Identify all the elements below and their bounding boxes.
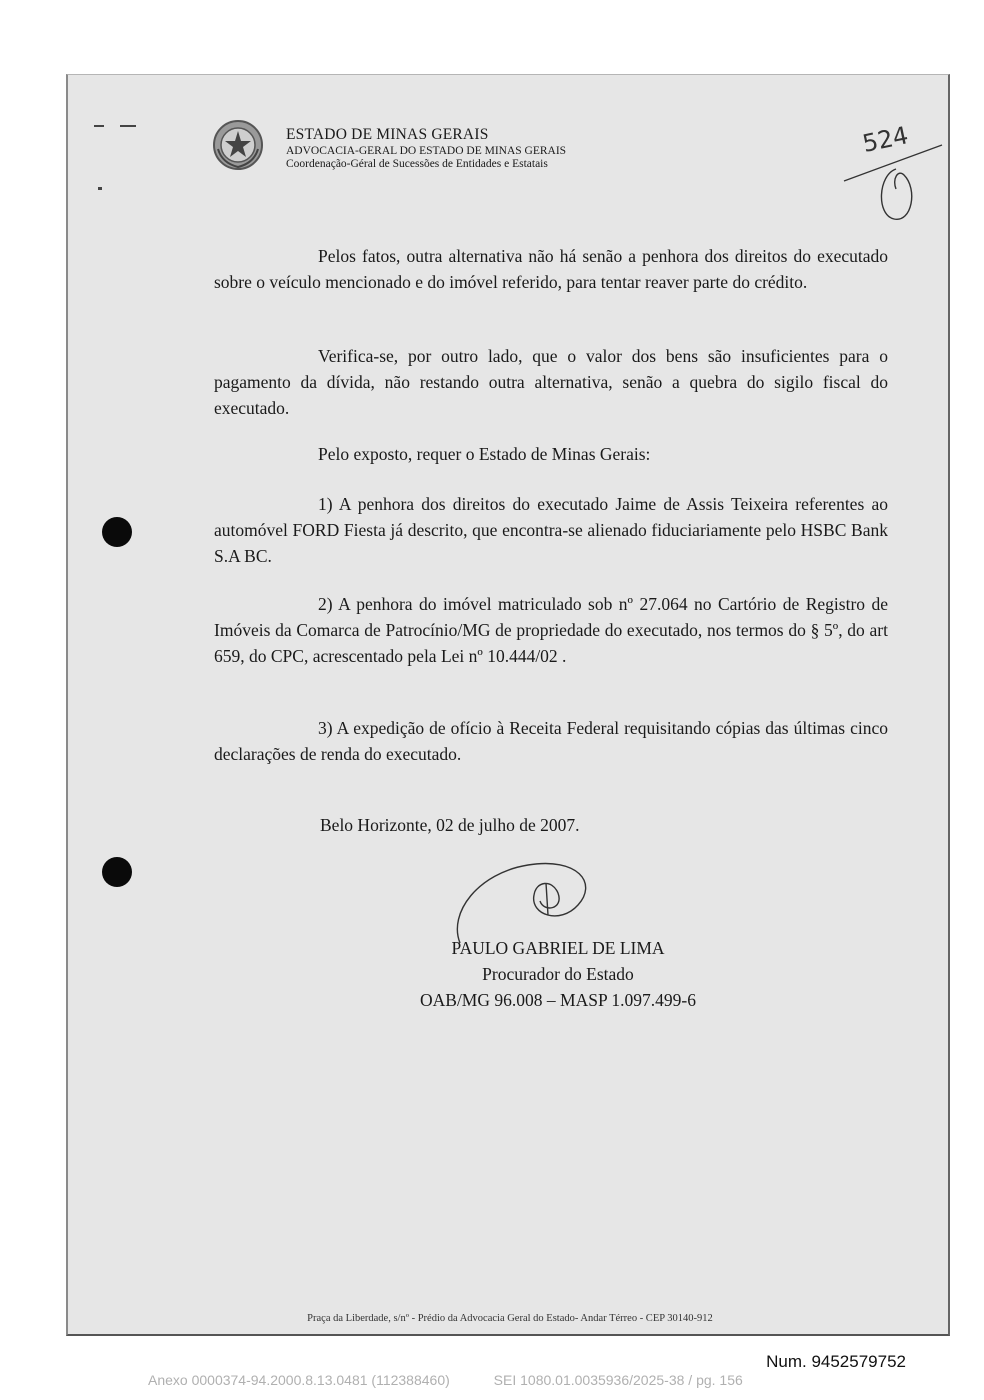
- paragraph-facts: Pelos fatos, outra alternativa não há senão a penhora dos direitos do executado sobre o veículo mencionado e do imóvel referido, para tentar reaver parte do crédito.: [214, 246, 888, 292]
- annex-reference: [148, 1372, 743, 1388]
- request-item-3: 3) A expedição de ofício à Receita Federal requisitando cópias das últimas cinco declarações de renda do executado.: [214, 718, 888, 764]
- scan-speck: [94, 125, 104, 127]
- footer-address: Praça da Liberdade, s/nº - Prédio da Advocacia Geral do Estado- Andar Térreo - CEP 30140-912: [307, 1313, 713, 1324]
- letterhead-agency: ADVOCACIA-GERAL DO ESTADO DE MINAS GERAIS: [286, 144, 567, 157]
- letterhead-state: ESTADO DE MINAS GERAIS: [286, 126, 489, 143]
- letterhead: [286, 127, 566, 171]
- paragraph-request-intro: Pelo exposto, requer o Estado de Minas Gerais:: [318, 444, 651, 464]
- svg-text:524: 524: [860, 121, 911, 159]
- request-item-1: 1) A penhora dos direitos do executado Jaime de Assis Teixeira referentes ao automóvel FORD Fiesta já descrito, que encontra-se alienado fiduciariamente pelo HSBC Bank S.A BC.: [214, 494, 888, 566]
- paragraph-insufficient-assets: Verifica-se, por outro lado, que o valor dos bens são insuficientes para o pagamento da dívida, não restando outra alternativa, senão a quebra do sigilo fiscal do executado.: [214, 346, 888, 418]
- signatory-name: PAULO GABRIEL DE LIMA: [451, 938, 665, 958]
- signatory-title: Procurador do Estado: [482, 964, 634, 984]
- signatory-registration: OAB/MG 96.008 – MASP 1.097.499-6: [420, 990, 696, 1010]
- document-number: Num. 9452579752: [766, 1352, 906, 1371]
- state-coat-of-arms-icon: [212, 119, 264, 171]
- annex-process: Anexo 0000374-94.2000.8.13.0481 (112388460): [148, 1372, 450, 1388]
- place-and-date: Belo Horizonte, 02 de julho de 2007.: [320, 815, 580, 835]
- punch-hole: [102, 517, 132, 547]
- scan-speck: [120, 125, 136, 127]
- punch-hole: [102, 857, 132, 887]
- handwritten-page-number: [838, 97, 948, 227]
- request-item-2: 2) A penhora do imóvel matriculado sob nº 27.064 no Cartório de Registro de Imóveis da Comarca de Patrocínio/MG de propriedade do executado, nos termos do § 5º, do art 659, do CPC, acrescentado pela Lei nº 10.444/02 .: [214, 594, 888, 666]
- scan-speck: [98, 187, 102, 190]
- sei-reference: SEI 1080.01.0035936/2025-38 / pg. 156: [493, 1372, 743, 1388]
- letterhead-coordination: Coordenação-Géral de Sucessões de Entidades e Estatais: [286, 158, 548, 170]
- signature-block: [368, 935, 748, 1013]
- scanned-document-page: [66, 74, 950, 1336]
